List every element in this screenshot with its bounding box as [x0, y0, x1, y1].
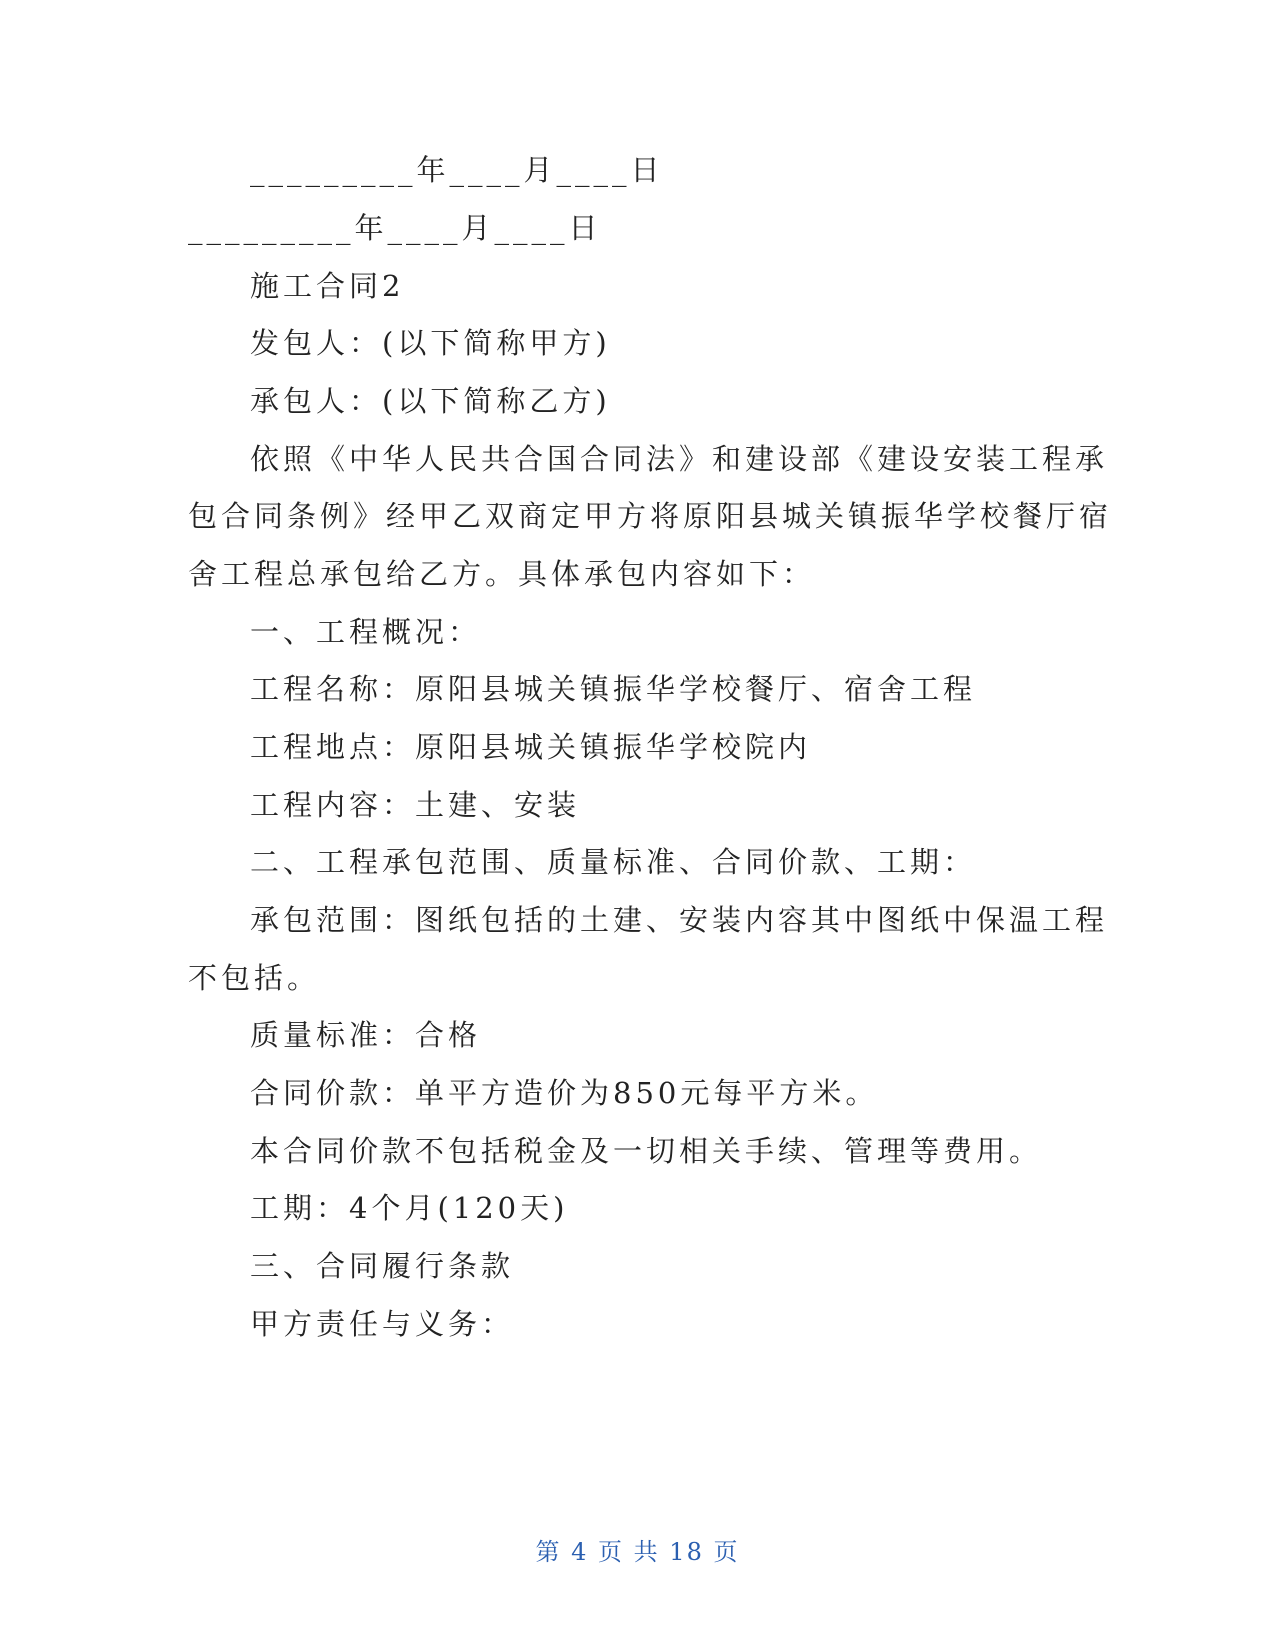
party-a-line: 发包人：(以下简称甲方) [250, 326, 611, 360]
intro-paragraph-l2: 包合同条例》经甲乙双商定甲方将原阳县城关镇振华学校餐厅宿 [188, 499, 1113, 533]
project-content: 工程内容：土建、安装 [250, 788, 581, 822]
section-1-heading: 一、工程概况： [250, 615, 482, 649]
contract-title: 施工合同2 [250, 269, 405, 303]
project-name: 工程名称：原阳县城关镇振华学校餐厅、宿舍工程 [250, 672, 977, 706]
party-b-line: 承包人：(以下简称乙方) [250, 384, 611, 418]
contract-price: 合同价款：单平方造价为850元每平方米。 [250, 1076, 879, 1110]
scope-paragraph-l1: 承包范围：图纸包括的土建、安装内容其中图纸中保温工程 [250, 903, 1109, 937]
intro-paragraph-l3: 舍工程总承包给乙方。具体承包内容如下： [188, 557, 816, 591]
price-exclusion: 本合同价款不包括税金及一切相关手续、管理等费用。 [250, 1134, 1043, 1168]
construction-period: 工期：4个月(120天) [250, 1191, 569, 1225]
date-line-1: _________年____月____日 [250, 153, 664, 187]
intro-paragraph-l1: 依照《中华人民共合国合同法》和建设部《建设安装工程承 [250, 442, 1109, 476]
section-3-heading: 三、合同履行条款 [250, 1249, 515, 1283]
section-2-heading: 二、工程承包范围、质量标准、合同价款、工期： [250, 845, 977, 879]
page-number-footer: 第 4 页 共 18 页 [535, 1538, 740, 1566]
quality-standard: 质量标准：合格 [250, 1018, 482, 1052]
date-line-2: _________年____月____日 [188, 211, 602, 245]
party-a-duties: 甲方责任与义务： [250, 1307, 515, 1341]
project-location: 工程地点：原阳县城关镇振华学校院内 [250, 730, 812, 764]
scope-paragraph-l2: 不包括。 [188, 961, 321, 995]
